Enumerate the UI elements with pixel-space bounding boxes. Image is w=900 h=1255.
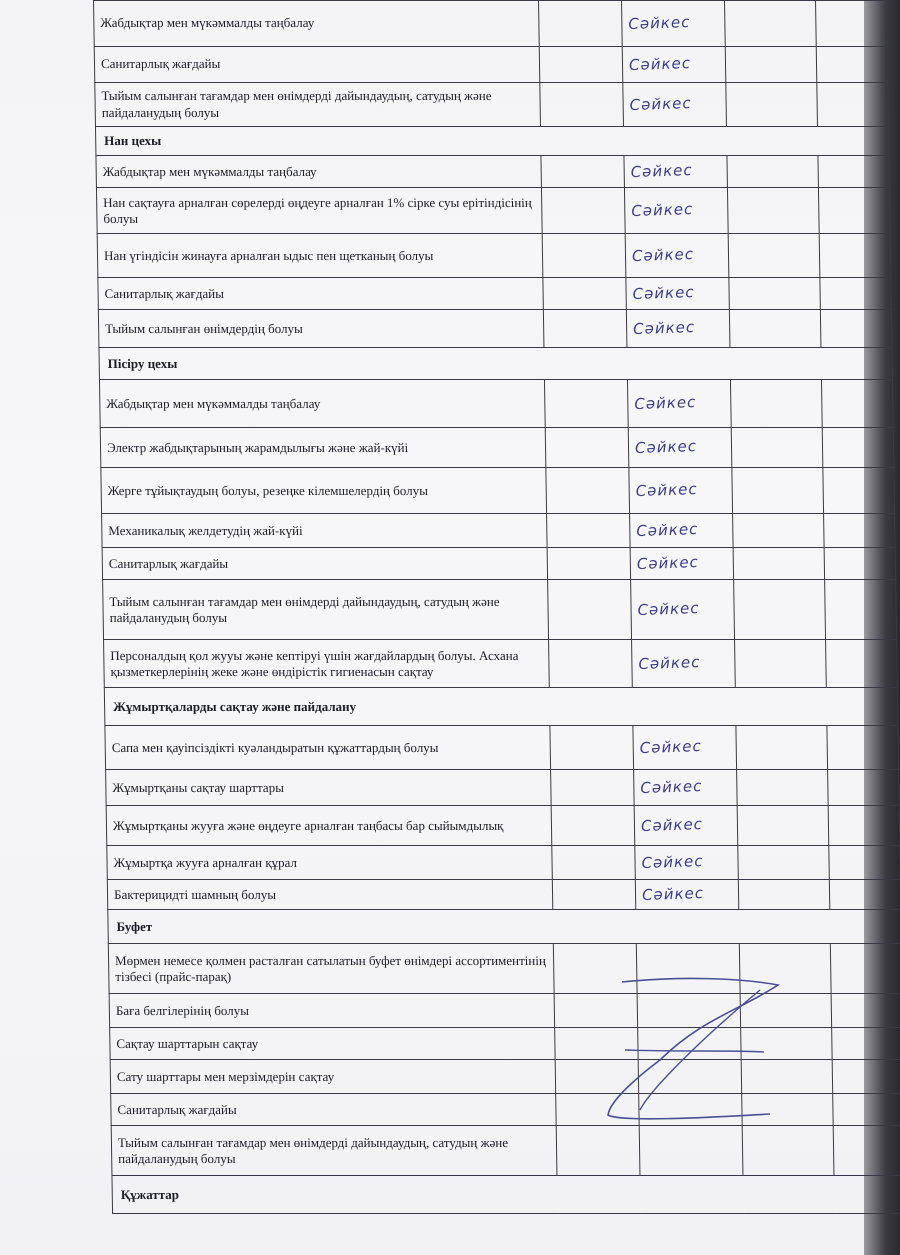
handwritten-mark: Сәйкес <box>636 553 700 574</box>
cell-empty <box>833 1126 900 1176</box>
cell-empty <box>729 310 821 348</box>
cell-result <box>639 1094 743 1126</box>
section-title: Құжаттар <box>112 1176 900 1214</box>
cell-result <box>637 994 741 1028</box>
cell-empty <box>820 278 892 310</box>
table-row <box>109 994 900 1028</box>
cell-empty <box>819 234 891 278</box>
handwritten-mark: Сәйкес <box>629 94 693 115</box>
cell-empty <box>737 770 829 806</box>
cell-empty <box>818 156 890 188</box>
handwritten-mark: Сәйкес <box>637 599 700 620</box>
section-title: Пісіру цехы <box>99 348 893 380</box>
cell-empty <box>735 640 827 688</box>
cell-empty <box>741 1060 833 1094</box>
cell-empty <box>816 47 888 83</box>
table-row <box>107 846 900 880</box>
cell-empty <box>823 468 895 514</box>
cell-result <box>625 234 729 278</box>
table-row <box>96 188 890 234</box>
cell-empty <box>733 548 825 580</box>
cell-result <box>633 726 737 770</box>
cell-result <box>629 468 733 514</box>
row-label: Баға белгілерінің болуы <box>109 994 555 1028</box>
table-row <box>106 806 900 846</box>
table-row <box>111 1126 900 1176</box>
row-label: Жабдықтар мен мүкәммалды таңбалау <box>99 380 545 428</box>
table-row <box>101 468 895 514</box>
table-row <box>94 47 888 83</box>
handwritten-mark: Сәйкес <box>639 737 703 758</box>
cell-empty <box>830 944 900 994</box>
cell-empty <box>730 380 822 428</box>
row-label: Тыйым салынған тағамдар мен өнімдерді дайындаудың, сатудың және пайдаланудың болуы <box>95 83 541 127</box>
cell-empty <box>742 1126 834 1176</box>
cell-empty <box>549 640 633 688</box>
cell-empty <box>555 1060 639 1094</box>
handwritten-mark: Сәйкес <box>627 13 691 34</box>
cell-empty <box>741 1028 833 1060</box>
cell-empty <box>552 846 636 880</box>
cell-empty <box>833 1094 900 1126</box>
cell-empty <box>727 188 819 234</box>
cell-empty <box>728 234 820 278</box>
table-row <box>106 770 900 806</box>
cell-empty <box>556 1126 640 1176</box>
row-label: Электр жабдықтарының жарамдылығы және жай-күйі <box>100 428 546 468</box>
cell-result <box>624 188 728 234</box>
handwritten-mark: Сәйкес <box>634 437 698 458</box>
cell-result <box>635 880 738 910</box>
section-row <box>104 688 898 726</box>
cell-result <box>628 428 732 468</box>
handwritten-mark: Сәйкес <box>630 161 694 182</box>
cell-result <box>638 1060 742 1094</box>
cell-result <box>639 1126 743 1176</box>
cell-empty <box>731 428 823 468</box>
handwritten-mark: Сәйкес <box>641 852 704 873</box>
row-label: Нан үгіндісін жинауға арналған ыдыс пен щетканың болуы <box>97 234 543 278</box>
handwritten-mark: Сәйкес <box>635 520 699 541</box>
cell-empty <box>824 514 896 548</box>
handwritten-mark: Сәйкес <box>633 393 697 414</box>
cell-empty <box>725 1 817 47</box>
cell-empty <box>825 580 897 640</box>
handwritten-mark: Сәйкес <box>637 653 701 674</box>
cell-result <box>626 278 730 310</box>
cell-empty <box>729 278 821 310</box>
cell-empty <box>831 994 900 1028</box>
table-row <box>104 640 898 688</box>
handwritten-mark: Сәйкес <box>632 318 696 339</box>
row-label: Санитарлық жағдайы <box>94 47 540 83</box>
cell-result <box>627 380 731 428</box>
handwritten-mark: Сәйкес <box>639 777 703 798</box>
cell-empty <box>553 944 637 994</box>
section-title: Буфет <box>108 910 900 944</box>
cell-empty <box>832 1028 900 1060</box>
cell-empty <box>542 234 626 278</box>
cell-empty <box>539 47 623 83</box>
row-label: Санитарлық жағдайы <box>111 1094 557 1126</box>
table-row <box>103 580 897 640</box>
cell-result <box>634 770 738 806</box>
row-label: Сату шарттары мен мерзімдерін сақтау <box>110 1060 556 1094</box>
cell-empty <box>738 880 829 910</box>
cell-result <box>626 310 730 348</box>
cell-empty <box>540 83 624 127</box>
cell-empty <box>832 1060 900 1094</box>
cell-empty <box>732 468 824 514</box>
table-row <box>105 726 899 770</box>
cell-empty <box>828 770 900 806</box>
row-label: Бактерицидті шамның болуы <box>107 880 552 910</box>
row-label: Жұмыртқа жууға арналған құрал <box>107 846 553 880</box>
table-row <box>102 548 896 580</box>
table-row <box>102 514 896 548</box>
row-label: Сақтау шарттарын сақтау <box>110 1028 556 1060</box>
cell-empty <box>544 380 628 428</box>
cell-empty <box>550 726 634 770</box>
cell-empty <box>829 846 900 880</box>
cell-empty <box>738 846 830 880</box>
table-row <box>99 380 893 428</box>
table-row <box>108 944 900 994</box>
handwritten-mark: Сәйкес <box>632 283 696 304</box>
cell-empty <box>543 310 627 348</box>
cell-result <box>623 83 727 127</box>
section-title: Нан цехы <box>95 127 888 156</box>
handwritten-mark: Сәйкес <box>641 884 705 905</box>
cell-empty <box>733 514 825 548</box>
cell-empty <box>555 1028 639 1060</box>
cell-empty <box>734 580 826 640</box>
cell-empty <box>545 428 629 468</box>
cell-result <box>636 944 740 994</box>
cell-empty <box>817 83 889 127</box>
table-row <box>110 1028 900 1060</box>
row-label: Жұмыртқаны жууға және өңдеуге арналған таңбасы бар сыйымдылық <box>106 806 552 846</box>
cell-empty <box>548 580 632 640</box>
cell-empty <box>737 806 829 846</box>
section-title: Жұмыртқаларды сақтау және пайдалану <box>104 688 898 726</box>
cell-empty <box>824 548 896 580</box>
cell-empty <box>821 380 893 428</box>
cell-empty <box>543 278 627 310</box>
cell-empty <box>539 1 623 47</box>
cell-empty <box>551 806 635 846</box>
cell-empty <box>725 47 817 83</box>
row-label: Санитарлық жағдайы <box>102 548 548 580</box>
cell-empty <box>554 994 638 1028</box>
cell-empty <box>541 156 625 188</box>
row-label: Сапа мен қауіпсіздікті куәландыратын құжаттардың болуы <box>105 726 551 770</box>
row-label: Тыйым салынған тағамдар мен өнімдерді дайындаудың, сатудың және пайдаланудың болуы <box>103 580 549 640</box>
handwritten-mark: Сәйкес <box>630 200 694 221</box>
table-row <box>95 83 889 127</box>
table-row <box>97 234 891 278</box>
cell-result <box>630 548 734 580</box>
table-row <box>107 880 900 910</box>
cell-empty <box>827 726 899 770</box>
cell-result <box>638 1028 742 1060</box>
row-label: Жерге тұйықтаудың болуы, резеңке кілемшелердің болуы <box>101 468 547 514</box>
cell-empty <box>541 188 625 234</box>
cell-result <box>634 806 738 846</box>
cell-empty <box>726 83 818 127</box>
cell-empty <box>552 880 635 910</box>
cell-empty <box>826 640 898 688</box>
cell-empty <box>556 1094 640 1126</box>
table-row <box>94 1 888 47</box>
cell-result <box>631 580 735 640</box>
cell-empty <box>820 310 892 348</box>
cell-result <box>632 640 736 688</box>
section-row <box>99 348 893 380</box>
cell-result <box>624 156 728 188</box>
cell-empty <box>740 994 832 1028</box>
table-row <box>98 278 892 310</box>
row-label: Жабдықтар мен мүкәммалды таңбалау <box>96 156 542 188</box>
checklist-table <box>93 0 900 1214</box>
row-label: Персоналдың қол жууы және кептіруі үшін жағдайлардың болуы. Асхана қызметкерлерінің жеке және өндірістік гигиенасын сақтау <box>104 640 550 688</box>
table-row <box>100 428 894 468</box>
table-row <box>98 310 892 348</box>
row-label: Мөрмен немесе қолмен расталған сатылатын буфет өнімдері ассортиментінің тізбесі (прайс-парақ) <box>108 944 554 994</box>
cell-result <box>635 846 739 880</box>
cell-empty <box>818 188 890 234</box>
cell-result <box>622 47 726 83</box>
cell-empty <box>829 880 900 910</box>
row-label: Механикалық желдетудің жай-күйі <box>102 514 548 548</box>
section-row <box>108 910 900 944</box>
cell-empty <box>822 428 894 468</box>
handwritten-mark: Сәйкес <box>628 54 692 75</box>
section-row <box>112 1176 900 1214</box>
row-label: Санитарлық жағдайы <box>98 278 544 310</box>
table-row <box>110 1060 900 1094</box>
row-label: Жабдықтар мен мүкәммалды таңбалау <box>94 1 540 47</box>
cell-empty <box>551 770 635 806</box>
handwritten-mark: Сәйкес <box>631 245 695 266</box>
table-row <box>96 156 890 188</box>
cell-empty <box>547 548 631 580</box>
row-label: Жұмыртқаны сақтау шарттары <box>106 770 552 806</box>
cell-empty <box>736 726 828 770</box>
cell-empty <box>546 468 630 514</box>
cell-result <box>622 1 726 47</box>
row-label: Тыйым салынған өнімдердің болуы <box>98 310 544 348</box>
cell-result <box>630 514 734 548</box>
section-row <box>95 127 888 156</box>
cell-empty <box>547 514 631 548</box>
cell-empty <box>739 944 831 994</box>
cell-empty <box>727 156 819 188</box>
handwritten-mark: Сәйкес <box>640 815 704 836</box>
cell-empty <box>828 806 900 846</box>
row-label: Нан сақтауға арналған сөрелерді өңдеуге арналған 1% сірке суы ерітіндісінің болуы <box>96 188 542 234</box>
checklist-sheet <box>93 0 882 1220</box>
handwritten-mark: Сәйкес <box>635 480 699 501</box>
row-label: Тыйым салынған тағамдар мен өнімдерді дайындаудың, сатудың және пайдаланудың болуы <box>111 1126 557 1176</box>
table-row <box>111 1094 900 1126</box>
cell-empty <box>742 1094 834 1126</box>
cell-empty <box>816 1 888 47</box>
